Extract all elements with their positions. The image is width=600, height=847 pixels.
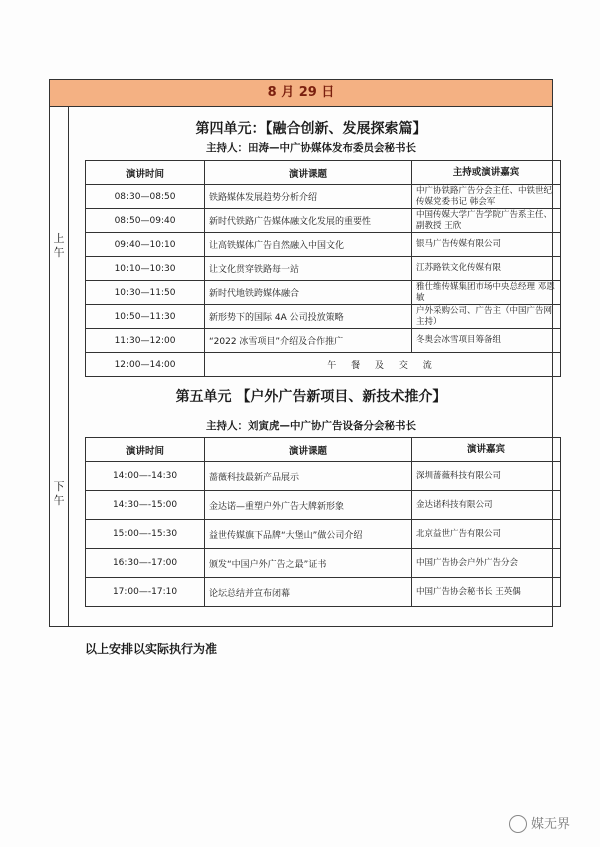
row-speaker: 银马广告传媒有限公司 bbox=[412, 233, 561, 257]
footnote: 以上安排以实际执行为准 bbox=[85, 642, 218, 656]
row-topic: 新形势下的国际 4A 公司投放策略 bbox=[205, 305, 412, 329]
row-speaker: 深圳蔷薇科技有限公司 bbox=[412, 462, 561, 491]
table-row bbox=[86, 305, 561, 329]
table-row bbox=[86, 578, 561, 607]
lunch-row bbox=[86, 353, 561, 377]
row-topic: 颁发“中国户外广告之最”证书 bbox=[205, 549, 412, 578]
row-time: 10:10—10:30 bbox=[86, 257, 205, 281]
row-speaker: 中国广告协会户外广告分会 bbox=[412, 549, 561, 578]
row-speaker: 江苏路铁文化传媒有限 bbox=[412, 257, 561, 281]
row-topic: 金达诺—重塑户外广告大牌新形象 bbox=[205, 491, 412, 520]
wechat-logo-icon bbox=[509, 815, 527, 833]
table-row bbox=[86, 209, 561, 233]
row-time: 10:30—11:50 bbox=[86, 281, 205, 305]
row-time: 14:00—-14:30 bbox=[86, 462, 205, 491]
row-speaker: 中广协铁路广告分会主任、中铁世纪传媒党委书记 韩会军 bbox=[412, 185, 561, 209]
row-topic: 让高铁媒体广告自然融入中国文化 bbox=[205, 233, 412, 257]
unit5-table bbox=[85, 437, 561, 607]
afternoon-label: 下午 bbox=[53, 480, 65, 507]
row-time: 15:00—-15:30 bbox=[86, 520, 205, 549]
table-row bbox=[86, 462, 561, 491]
unit4-host: 主持人：田涛—中广协媒体发布委员会秘书长 bbox=[206, 142, 416, 154]
date-header: 8 月 29 日 bbox=[49, 79, 553, 107]
row-topic: 让文化贯穿铁路每一站 bbox=[205, 257, 412, 281]
header-time: 演讲时间 bbox=[86, 438, 205, 462]
row-speaker: 中国传媒大学广告学院广告系主任、副教授 王欣 bbox=[412, 209, 561, 233]
row-speaker: 户外采购公司、广告主（中国广告网主持） bbox=[412, 305, 561, 329]
row-time: 09:40—10:10 bbox=[86, 233, 205, 257]
morning-label: 上午 bbox=[53, 232, 65, 259]
row-speaker: 冬奥会冰雪项目筹备组 bbox=[412, 329, 561, 353]
row-time: 14:30—-15:00 bbox=[86, 491, 205, 520]
row-topic: “2022 冰雪项目”介绍及合作推广 bbox=[205, 329, 412, 353]
watermark bbox=[509, 813, 570, 834]
row-time: 08:50—09:40 bbox=[86, 209, 205, 233]
unit5-host: 主持人：刘寅虎—中广协广告设备分会秘书长 bbox=[206, 420, 416, 432]
header-speaker: 主持或演讲嘉宾 bbox=[412, 161, 561, 185]
row-speaker: 金达诺科技有限公司 bbox=[412, 491, 561, 520]
row-topic: 铁路媒体发展趋势分析介绍 bbox=[205, 185, 412, 209]
header-time: 演讲时间 bbox=[86, 161, 205, 185]
header-speaker: 演讲嘉宾 bbox=[412, 438, 561, 462]
table-row bbox=[86, 281, 561, 305]
watermark-text: 媒无界 bbox=[530, 816, 570, 832]
unit4-table bbox=[85, 160, 561, 377]
lunch-label: 午 餐 及 交 流 bbox=[205, 353, 561, 377]
row-time: 11:30—12:00 bbox=[86, 329, 205, 353]
row-time: 10:50—11:30 bbox=[86, 305, 205, 329]
table-row bbox=[86, 329, 561, 353]
lunch-time: 12:00—14:00 bbox=[86, 353, 205, 377]
unit5-title: 第五单元 【户外广告新项目、新技术推介】 bbox=[175, 389, 447, 405]
table-header-row bbox=[86, 161, 561, 185]
row-topic: 新时代地铁跨媒体融合 bbox=[205, 281, 412, 305]
table-row bbox=[86, 257, 561, 281]
row-speaker: 中国广告协会秘书长 王英偶 bbox=[412, 578, 561, 607]
unit4-title: 第四单元：【融合创新、发展探索篇】 bbox=[195, 121, 427, 137]
row-topic: 新时代铁路广告媒体融文化发展的重要性 bbox=[205, 209, 412, 233]
table-row bbox=[86, 520, 561, 549]
row-topic: 蔷薇科技最新产品展示 bbox=[205, 462, 412, 491]
row-topic: 论坛总结并宣布闭幕 bbox=[205, 578, 412, 607]
row-speaker: 北京益世广告有限公司 bbox=[412, 520, 561, 549]
row-speaker: 雅仕维传媒集团市场中央总经理 邓恩敏 bbox=[412, 281, 561, 305]
table-row bbox=[86, 185, 561, 209]
row-topic: 益世传媒旗下品牌“大堡山”做公司介绍 bbox=[205, 520, 412, 549]
table-row bbox=[86, 233, 561, 257]
row-time: 16:30—-17:00 bbox=[86, 549, 205, 578]
row-time: 08:30—08:50 bbox=[86, 185, 205, 209]
table-header-row bbox=[86, 438, 561, 462]
table-row bbox=[86, 549, 561, 578]
header-topic: 演讲课题 bbox=[205, 438, 412, 462]
header-topic: 演讲课题 bbox=[205, 161, 412, 185]
row-time: 17:00—-17:10 bbox=[86, 578, 205, 607]
table-row bbox=[86, 491, 561, 520]
